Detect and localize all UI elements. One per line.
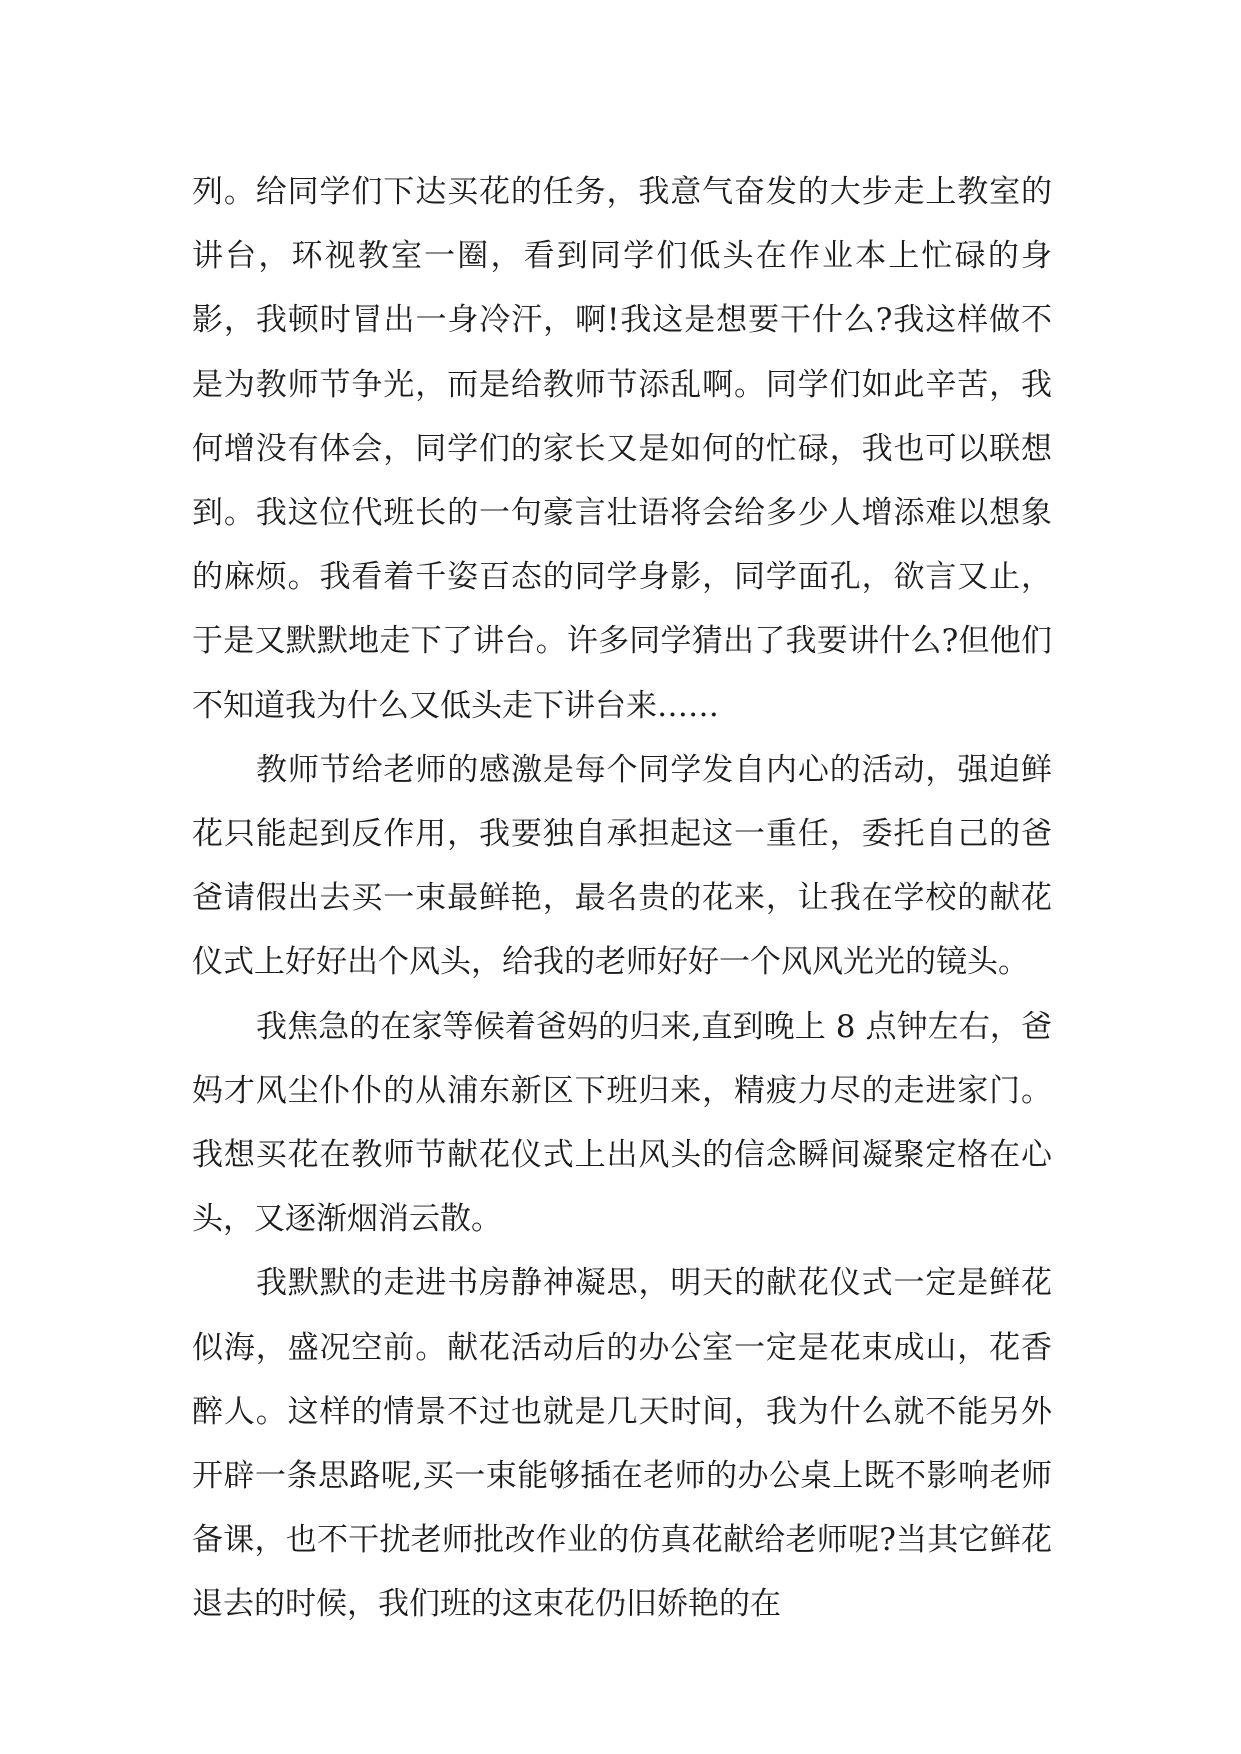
paragraph-4: 我默默的走进书房静神凝思，明天的献花仪式一定是鲜花似海，盛况空前。献花活动后的办公室一定是花束成山，花香醉人。这样的情景不过也就是几天时间，我为什么就不能另外开辟一条思路呢,买一束能够插在老师的办公桌上既不影响老师备课，也不干扰老师批改作业的仿真花献给老师呢?当其它鲜花退去的时候，我们班的这束花仍旧娇艳的在 bbox=[192, 1265, 1052, 1623]
document-body bbox=[192, 160, 1052, 1637]
paragraph-3: 我焦急的在家等候着爸妈的归来,直到晚上 8 点钟左右，爸妈才风尘仆仆的从浦东新区下班归来，精疲力尽的走进家门。我想买花在教师节献花仪式上出风头的信念瞬间凝聚定格在心头，又逐渐烟消云散。 bbox=[192, 1008, 1052, 1238]
paragraph-2: 教师节给老师的感激是每个同学发自内心的活动，强迫鲜花只能起到反作用，我要独自承担起这一重任，委托自己的爸爸请假出去买一束最鲜艳，最名贵的花来，让我在学校的献花仪式上好好出个风头，给我的老师好好一个风风光光的镜头。 bbox=[192, 751, 1052, 981]
paragraph-1: 列。给同学们下达买花的任务，我意气奋发的大步走上教室的讲台，环视教室一圈，看到同学们低头在作业本上忙碌的身影，我顿时冒出一身冷汗，啊!我这是想要干什么?我这样做不是为教师节争光，而是给教师节添乱啊。同学们如此辛苦，我何增没有体会，同学们的家长又是如何的忙碌，我也可以联想到。我这位代班长的一句豪言壮语将会给多少人增添难以想象的麻烦。我看着千姿百态的同学身影，同学面孔，欲言又止，于是又默默地走下了讲台。许多同学猜出了我要讲什么?但他们不知道我为什么又低头走下讲台来…… bbox=[192, 174, 1052, 724]
